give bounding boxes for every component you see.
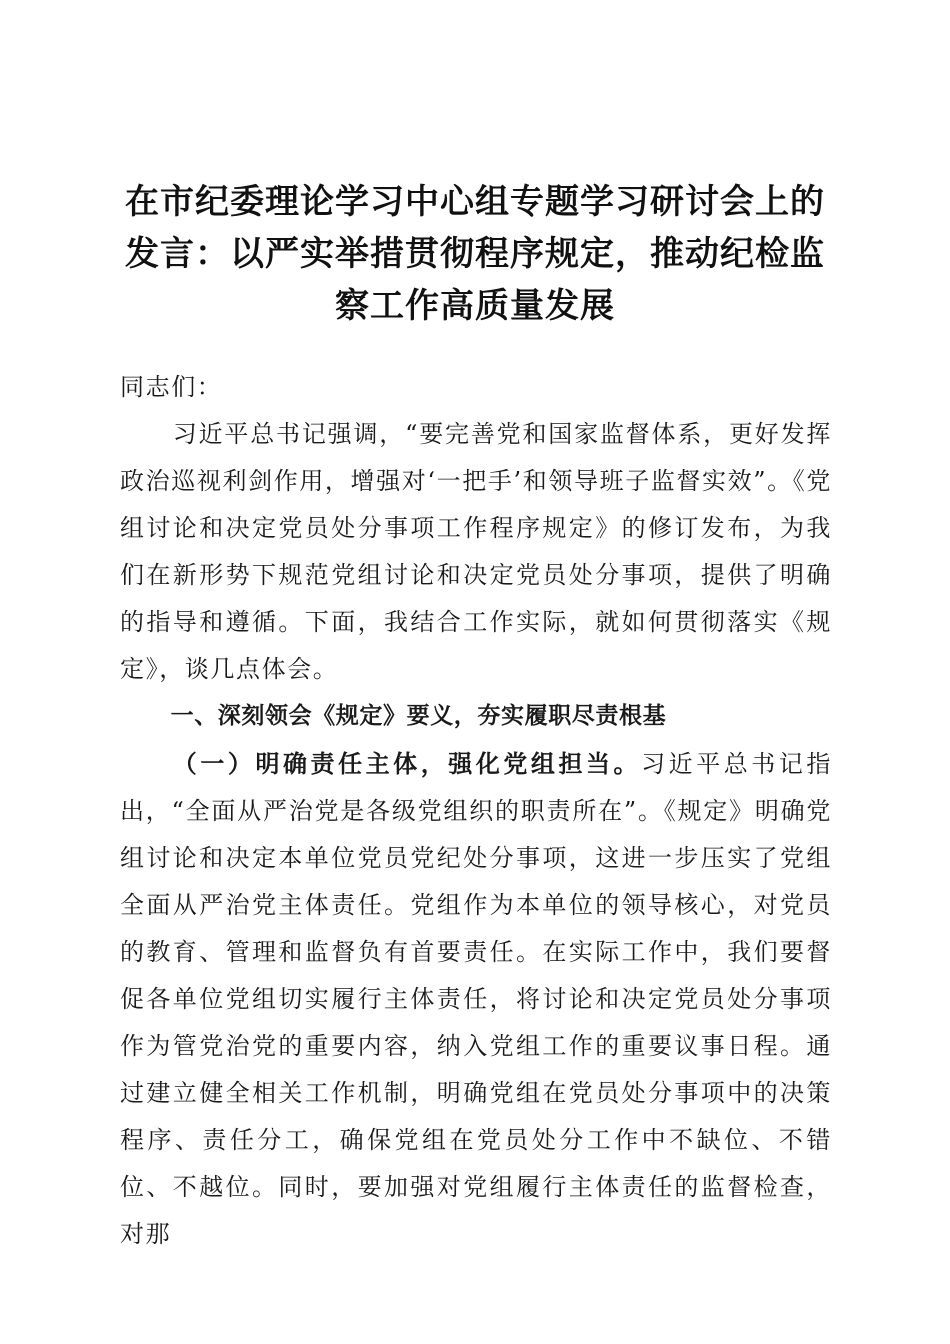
subsection-paragraph bbox=[120, 740, 832, 1258]
subsection-body: 习近平总书记指出，“全面从严治党是各级党组织的职责所在”。《规定》明确党组讨论和决定本单位党员党纪处分事项，这进一步压实了党组全面从严治党主体责任。党组作为本单位的领导核心，对党员的教育、管理和监督负有首要责任。在实际工作中，我们要督促各单位党组切实履行主体责任，将讨论和决定党员处分事项作为管党治党的重要内容，纳入党组工作的重要议事日程。通过建立健全相关工作机制，明确党组在党员处分事项中的决策程序、责任分工，确保党组在党员处分工作中不缺位、不错位、不越位。同时，要加强对党组履行主体责任的监督检查，对那 bbox=[120, 750, 832, 1248]
document-title: 在市纪委理论学习中心组专题学习研讨会上的发言：以严实举措贯彻程序规定，推动纪检监察工作高质量发展 bbox=[125, 182, 825, 326]
document-body bbox=[120, 364, 832, 1258]
salutation: 同志们： bbox=[120, 373, 223, 401]
subsection-heading: （一）明确责任主体，强化党组担当。 bbox=[172, 749, 642, 778]
section-heading: 一、深刻领会《规定》要义，夯实履职尽责根基 bbox=[170, 703, 667, 729]
intro-paragraph: 习近平总书记强调，“要完善党和国家监督体系，更好发挥政治巡视利剑作用，增强对‘一把手’和领导班子监督实效”。《党组讨论和决定党员处分事项工作程序规定》的修订发布，为我们在新形势下规范党组讨论和决定党员处分事项，提供了明确的指导和遵循。下面，我结合工作实际，就如何贯彻落实《规定》，谈几点体会。 bbox=[120, 420, 832, 683]
